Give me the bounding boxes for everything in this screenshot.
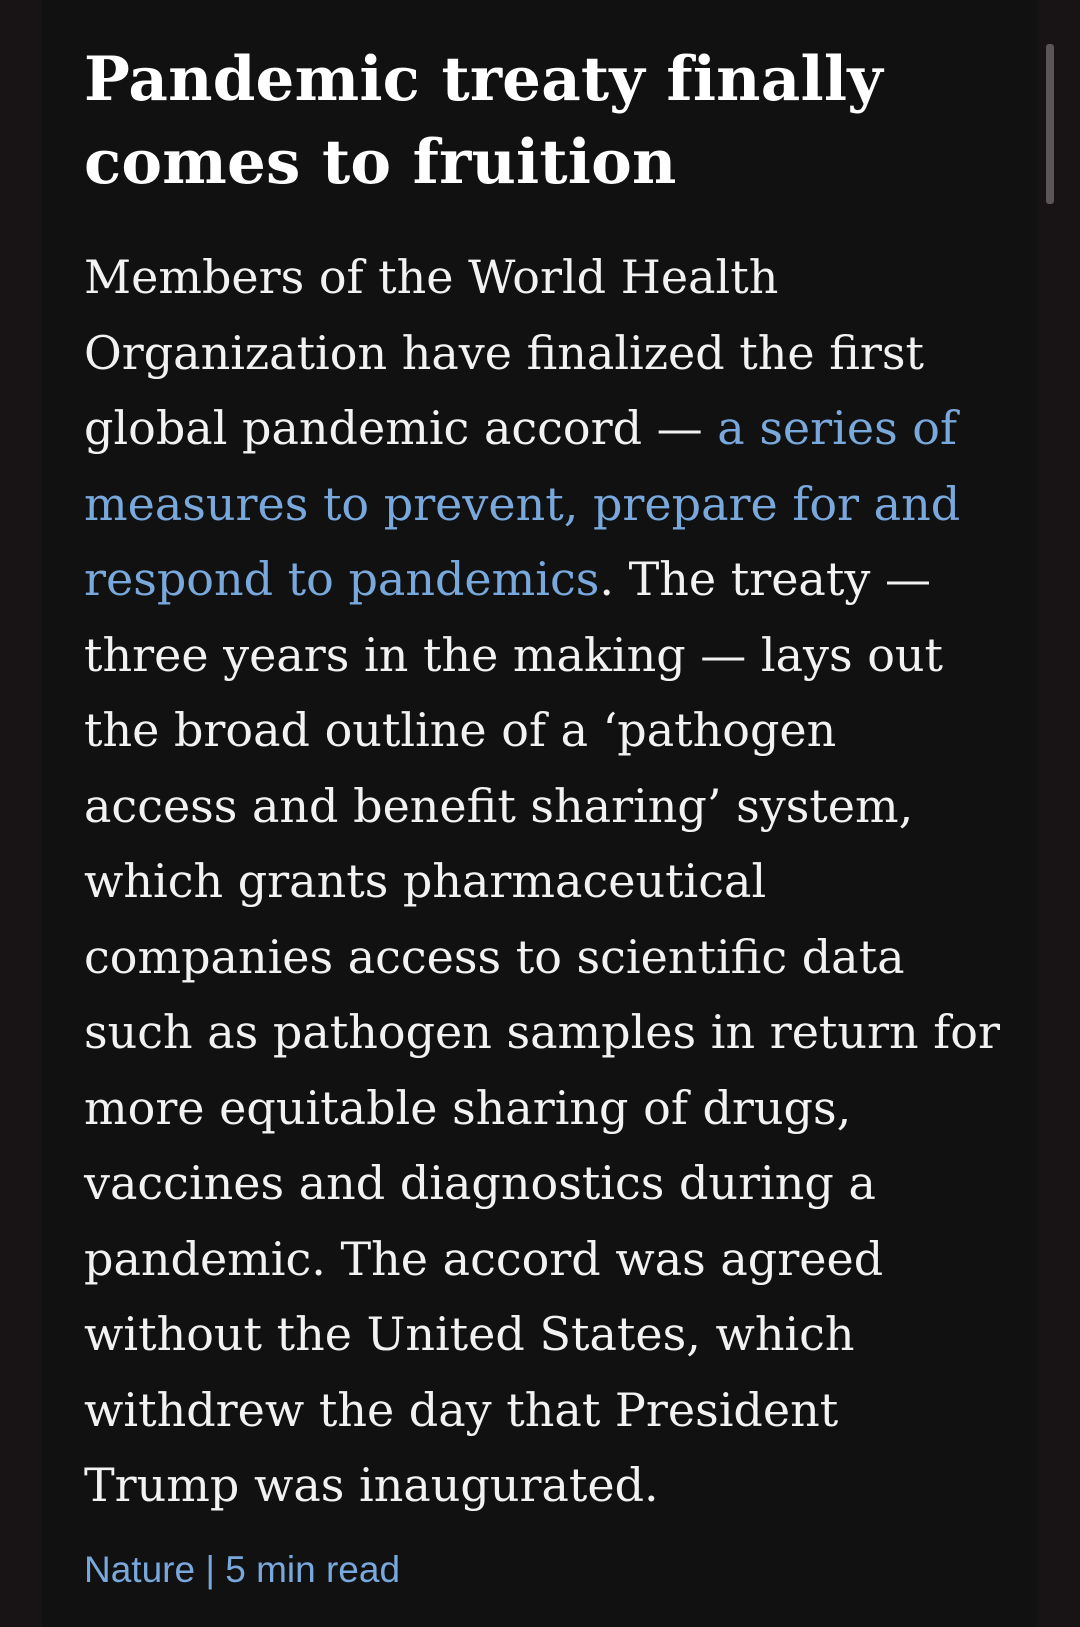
- inline-link[interactable]: a series of measures to prevent, prepare for and respond to pandemics: [84, 401, 961, 606]
- source-link[interactable]: Nature: [84, 1548, 196, 1590]
- read-time: 5 min read: [225, 1548, 401, 1590]
- article-card[interactable]: [42, 0, 1037, 1627]
- meta-separator: |: [195, 1548, 226, 1590]
- body-text-intro: Members of the World Health Organization have finalized the first global pandemic accord —: [84, 250, 924, 455]
- article-content: [84, 38, 1004, 1592]
- scrollbar-thumb[interactable]: [1046, 44, 1054, 204]
- article-title[interactable]: Pandemic treaty finally comes to fruition: [84, 44, 883, 198]
- article-meta: [84, 1548, 1004, 1592]
- article-body: [84, 240, 1004, 1524]
- body-text-rest: . The treaty — three years in the making — lays out the broad outline of a ‘pathogen access and benefit sharing’ system, which grants pharmaceutical companies access to scientific data such as pathogen samples in return for more equitable sharing of drugs, vaccines and diagnostics during a pandemic. The accord was agreed without the United States, which withdrew the day that President Trump was inaugurated.: [84, 552, 1000, 1512]
- scrollbar[interactable]: [1046, 44, 1054, 204]
